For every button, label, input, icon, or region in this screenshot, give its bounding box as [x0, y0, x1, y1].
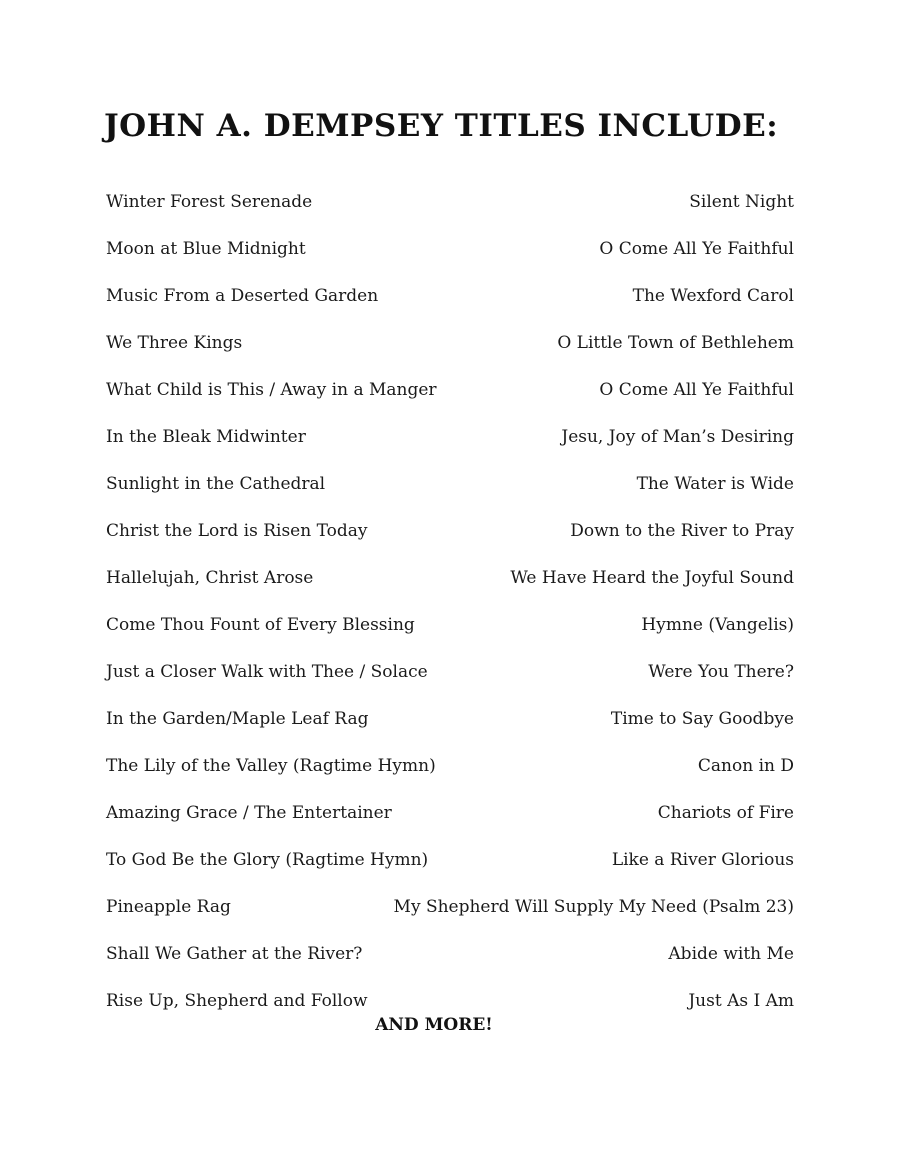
title-left: In the Garden/Maple Leaf Rag	[106, 709, 369, 729]
page-heading: JOHN A. DEMPSEY TITLES INCLUDE:	[104, 108, 779, 144]
title-row	[106, 331, 794, 378]
title-left: Winter Forest Serenade	[106, 192, 313, 212]
title-right: Like a River Glorious	[611, 850, 794, 870]
title-row	[106, 519, 794, 566]
title-row	[106, 284, 794, 331]
title-left: Moon at Blue Midnight	[106, 239, 306, 259]
title-left: In the Bleak Midwinter	[106, 427, 306, 447]
title-right: Silent Night	[689, 192, 794, 212]
title-left: Just a Closer Walk with Thee / Solace	[106, 662, 428, 682]
title-row	[106, 754, 794, 801]
title-row	[106, 660, 794, 707]
title-right: Abide with Me	[668, 944, 794, 964]
title-row	[106, 472, 794, 519]
title-right: Were You There?	[648, 662, 794, 682]
title-row	[106, 425, 794, 472]
title-right: Hymne (Vangelis)	[641, 615, 794, 635]
title-right: Down to the River to Pray	[570, 521, 794, 541]
title-row	[106, 895, 794, 942]
title-left: What Child is This / Away in a Manger	[106, 380, 437, 400]
title-left: To God Be the Glory (Ragtime Hymn)	[106, 850, 429, 870]
title-right: Canon in D	[697, 756, 794, 776]
title-row	[106, 848, 794, 895]
title-right: We Have Heard the Joyful Sound	[510, 568, 794, 588]
title-left: Music From a Deserted Garden	[106, 286, 379, 306]
and-more-note: AND MORE!	[375, 1015, 493, 1035]
title-row	[106, 378, 794, 425]
title-left: Christ the Lord is Risen Today	[106, 521, 368, 541]
title-right: The Water is Wide	[636, 474, 794, 494]
title-right: O Little Town of Bethlehem	[557, 333, 794, 353]
title-right: My Shepherd Will Supply My Need (Psalm 23)	[393, 897, 794, 917]
title-left: We Three Kings	[106, 333, 243, 353]
title-row	[106, 566, 794, 613]
title-row	[106, 237, 794, 284]
title-row	[106, 942, 794, 989]
title-right: Time to Say Goodbye	[610, 709, 794, 729]
titles-list	[106, 190, 794, 1036]
title-right: Chariots of Fire	[657, 803, 794, 823]
title-right: Just As I Am	[688, 991, 794, 1011]
title-left: Sunlight in the Cathedral	[106, 474, 326, 494]
title-left: Come Thou Fount of Every Blessing	[106, 615, 415, 635]
title-left: The Lily of the Valley (Ragtime Hymn)	[106, 756, 436, 776]
title-row	[106, 801, 794, 848]
title-right: O Come All Ye Faithful	[599, 380, 794, 400]
title-left: Hallelujah, Christ Arose	[106, 568, 314, 588]
title-right: Jesu, Joy of Man’s Desiring	[561, 427, 794, 447]
title-left: Amazing Grace / The Entertainer	[106, 803, 392, 823]
title-right: The Wexford Carol	[632, 286, 794, 306]
title-left: Pineapple Rag	[106, 897, 231, 917]
title-right: O Come All Ye Faithful	[599, 239, 794, 259]
title-row	[106, 707, 794, 754]
title-row	[106, 190, 794, 237]
title-left: Rise Up, Shepherd and Follow	[106, 991, 368, 1011]
title-row	[106, 613, 794, 660]
title-left: Shall We Gather at the River?	[106, 944, 363, 964]
